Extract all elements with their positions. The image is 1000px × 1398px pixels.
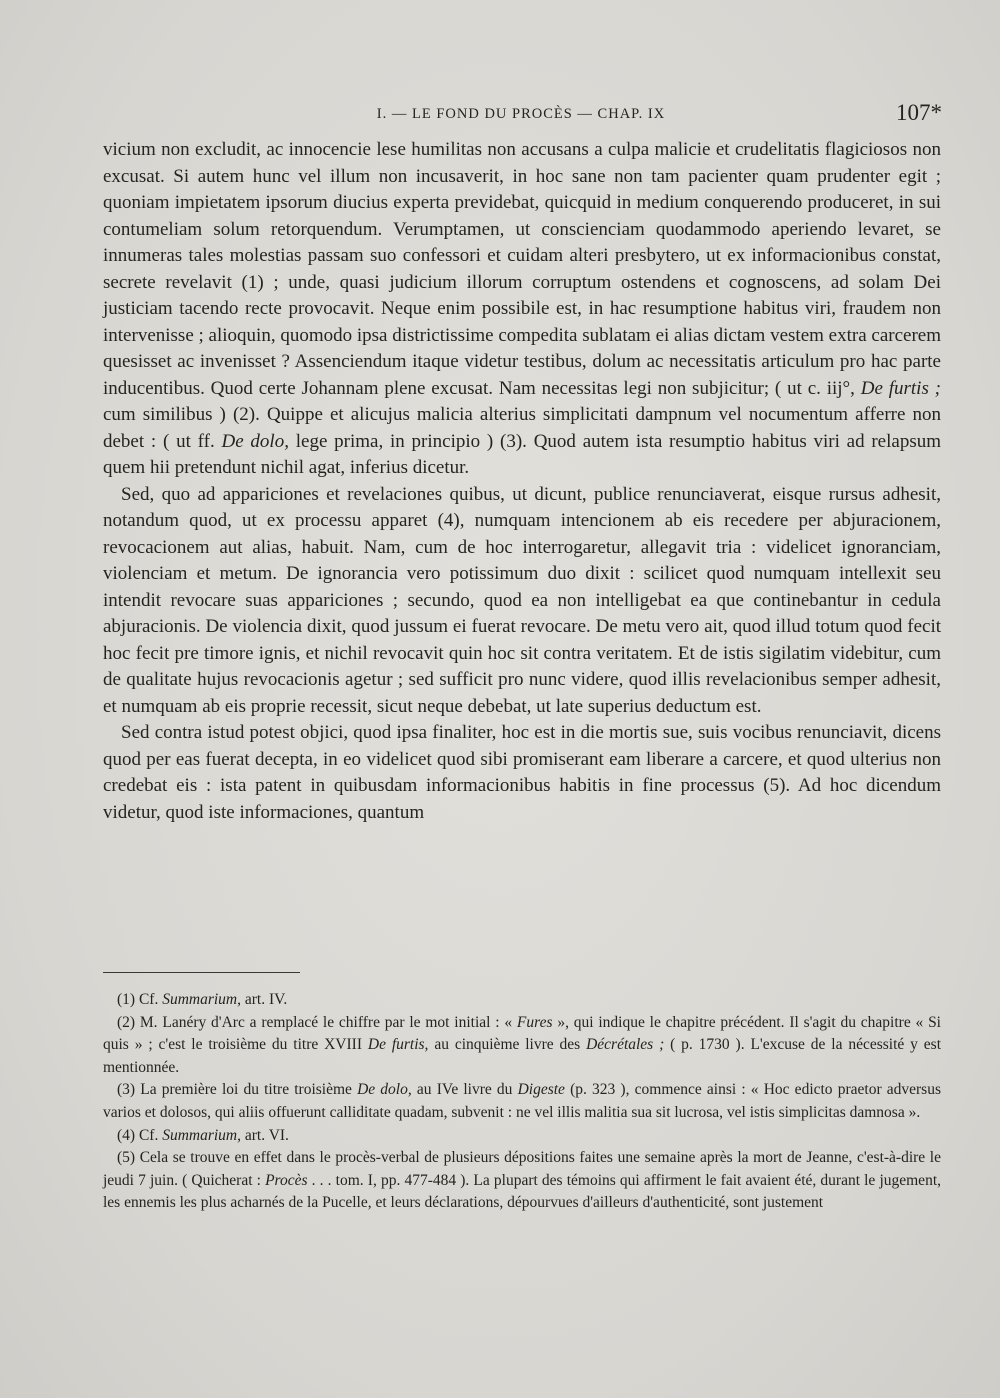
italic-text: Fures (516, 1013, 553, 1031)
text-run: lege prima, in principio ) (3). Quod autem ista resumptio habitus viri ad relapsum quem hii pretendunt nichil agat, inferius dicetur. (103, 430, 942, 478)
text-run: (4) Cf. (117, 1126, 163, 1144)
italic-text: De furtis ; (860, 377, 941, 399)
text-run: Sed, quo ad appariciones et revelaciones quibus, ut dicunt, publice renunciaverat, eisque rursus adhesit, notandum quod, ut ex processu apparet (4), numquam intencionem ab eis recedere per abjuracionem, revocacionem aut alias, habuit. Nam, cum de hoc interrogaretur, allegavit tria : videlicet ignoranciam, violenciam et metum. De ignorancia vero potissimum duo dixit : scilicet quod numquam intellexit seu intendit revocare suas appariciones ; secundo, quod ea non intelligebat ea que continebantur in cedula abjuracionis. De violencia dixit, quod jussum ei fuerat revocare. De metu vero ait, quod illud totum quod fecit hoc fecit pre timore ignis, et nichil revocavit quin hoc sit contra veritatem. Et de istis sigilatim videbitur, cum de qualitate hujus revocacionis agetur ; sed sufficit pro nunc videre, quod illis revelacionibus semper adhesit, et numquam ab eis proprie recessit, sicut neque debebat, ut late superius deductum est. (103, 483, 941, 717)
italic-text: Procès (265, 1171, 308, 1189)
italic-text: Digeste (517, 1081, 565, 1099)
text-run: cum similibus ) (2). Quippe et alicujus malicia alterius simplicitati dampnum vel nocumentum afferre non debet : ( ut ff. (103, 404, 941, 452)
text-run: au cinquième livre des (428, 1036, 587, 1054)
text-run: Sed contra istud potest objici, quod ipsa finaliter, hoc est in die mortis sue, suis vocibus renunciavit, dicens quod per eas fuerat decepta, in eo videlicet quod sibi promiserant eam liberare a carcere, et quod ulterius non credebat eis : ista patent in quibusdam informacionibus habitis in fine processus (5). Ad hoc dicendum videtur, quod iste informaciones, quantum (103, 722, 941, 823)
paragraph (103, 482, 941, 721)
footnote-separator (103, 972, 300, 973)
text-run: art. IV. (241, 991, 288, 1008)
footnote (103, 1147, 941, 1215)
page-number: 107* (896, 100, 942, 125)
text-run: (1) Cf. (117, 991, 163, 1008)
text-run: (p. 323 ), commence ainsi : « Hoc edicto praetor adversus varios et dolosos, qui aliis offuerunt calliditate quadam, subvenit : ne vel illis malitia sua sit lucrosa, vel istis simplicitas damnosa ». (103, 1081, 941, 1121)
text-run: », qui indique le chapitre précédent. Il s'agit du chapitre « Si quis » ; c'est le troisième du titre XVIII (103, 1013, 941, 1054)
footnote (103, 1079, 941, 1124)
italic-text: Summarium, (162, 1126, 241, 1144)
italic-text: Décrétales ; (586, 1036, 665, 1054)
footnote (103, 1012, 941, 1080)
italic-text: De dolo, (357, 1081, 412, 1099)
italic-text: Summarium, (162, 991, 241, 1008)
running-head (100, 100, 942, 130)
text-run: art. VI. (241, 1126, 289, 1144)
text-run: (3) La première loi du titre troisième (117, 1081, 358, 1099)
italic-text: De furtis, (367, 1036, 429, 1054)
paragraph (103, 720, 941, 826)
footnote (103, 1125, 941, 1148)
text-run: . . . tom. I, pp. 477-484 ). La plupart des témoins qui affirment le fait avaient été, durant le jugement, les ennemis les plus acharnés de la Pucelle, et leurs déclarations, dépourvues d'ailleurs d'authenticité, sont justement (103, 1171, 941, 1212)
running-head-title: I. — LE FOND DU PROCÈS — CHAP. IX (376, 106, 666, 122)
text-run: (5) Cela se trouve en effet dans le procès-verbal de plusieurs dépositions faites une semaine après la mort de Jeanne, c'est-à-dire le jeudi 7 juin. ( Quicherat : (103, 1149, 941, 1189)
text-run: (2) M. Lanéry d'Arc a remplacé le chiffre par le mot initial : « (117, 1013, 517, 1031)
text-run: vicium non excludit, ac innocencie lese humilitas non accusans a culpa malicie et crudelitatis flagiciosos non excusat. Si autem hunc vel illum non incusaverit, in hoc sane non tam pacienter quam prudenter egit ; quoniam impietatem ipsorum diucius experta previdebat, quicquid in medium conquerendo produceret, in sui contumeliam solum retorquendum. Verumptamen, ut conscienciam quodammodo aperiendo levaret, se innumeras tales molestias passam suo confessori et cuidam alteri presbytero, ut ex informacionibus constat, secrete revelavit (1) ; unde, quasi judicium illorum corruptum ostendens et cognoscens, ad solam Dei justiciam tacendo recte provocavit. Neque enim possibile est, in hac resumptione habitus viri, fraudem non intervenisse ; alioquin, quomodo ipsa districtissime compedita sublatam ei alias dictam vestem extra carcerem quesisset ac invenisset ? Assenciendum itaque videtur testibus, dolum ac necessitatis articulum pro hac parte inducentibus. Quod certe Johannam plene excusat. Nam necessitas legi non subjicitur; ( ut c. iij°, (103, 139, 941, 399)
footnote (103, 989, 941, 1012)
paragraph (103, 137, 941, 482)
footnotes (103, 989, 941, 1215)
text-run: ( p. 1730 ). L'excuse de la nécessité y est mentionnée. (103, 1036, 942, 1076)
text-run: au IVe livre du (411, 1081, 518, 1099)
main-text (103, 137, 941, 826)
italic-text: De dolo, (221, 430, 289, 452)
